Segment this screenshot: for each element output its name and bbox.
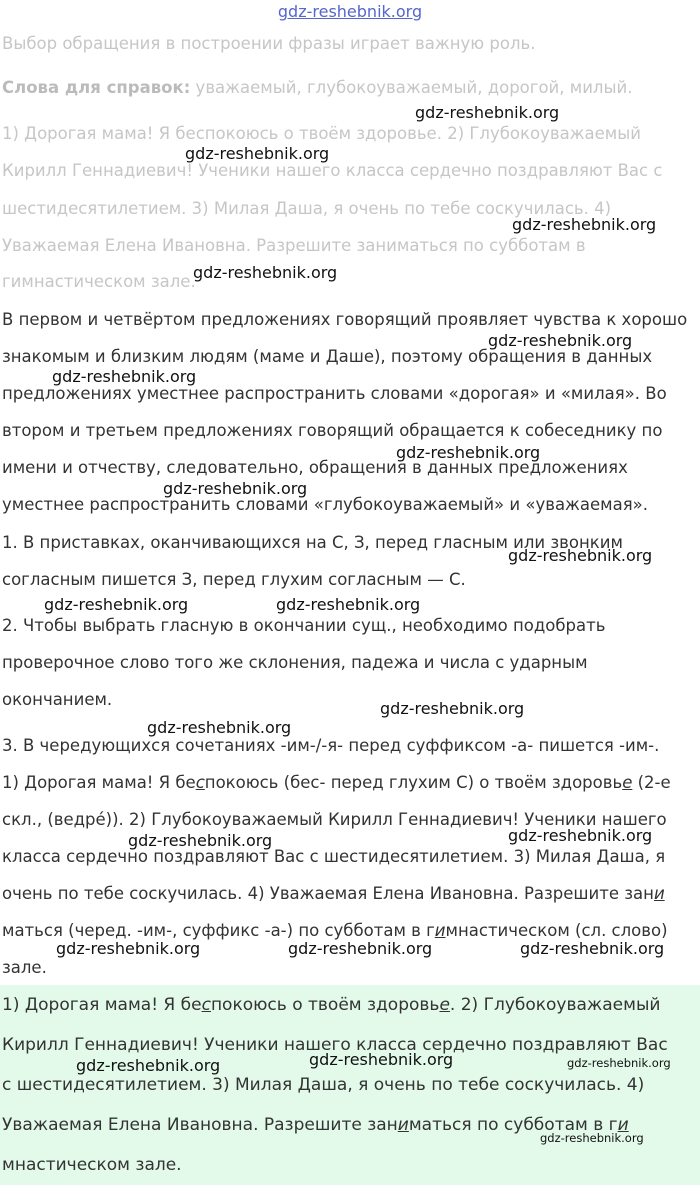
solution-line (2, 921, 668, 940)
underlined-letter: с (195, 773, 205, 792)
watermark: gdz-reshebnik.org (396, 443, 541, 462)
solution-text: мнастическом (сл. слово) (445, 921, 668, 940)
watermark: gdz-reshebnik.org (520, 939, 665, 958)
solution-text: 1) Дорогая мама! Я бе (2, 773, 196, 792)
solution-line: класса сердечно поздравляют Вас с шестидесятилетием. 3) Милая Даша, я (2, 847, 666, 866)
explanation-line: уместнее распространить словами «глубокоуважаемый» и «уважаемая». (2, 495, 649, 514)
watermark: gdz-reshebnik.org (193, 263, 338, 282)
task-intro: Выбор обращения в построении фразы играет важную роль. (2, 34, 536, 53)
watermark: gdz-reshebnik.org (380, 699, 525, 718)
underlined-letter: и (653, 884, 665, 903)
solution-line (2, 773, 671, 792)
underlined-letter: с (201, 995, 211, 1015)
solution-text: очень по тебе соскучилась. 4) Уважаемая Елена Ивановна. Разрешите зан (2, 884, 654, 903)
watermark: gdz-reshebnik.org (44, 595, 189, 614)
underlined-letter: и (434, 921, 446, 940)
words-list: уважаемый, глубокоуважаемый, дорогой, милый. (190, 78, 633, 97)
watermark: gdz-reshebnik.org (488, 331, 633, 350)
watermark: gdz-reshebnik.org (52, 367, 197, 386)
solution-text: маться (черед. -им-, суффикс -а-) по субботам в г (2, 921, 435, 940)
explanation-line: предложениях уместнее распространить словами «дорогая» и «милая». Во (2, 384, 667, 403)
explanation-line: В первом и четвёртом предложениях говорящий проявляет чувства к хорошо (2, 310, 688, 329)
words-label: Слова для справок: (2, 78, 191, 97)
rule-line: проверочное слово того же склонения, падежа и числа с ударным (2, 653, 588, 672)
watermark: gdz-reshebnik.org (185, 144, 330, 163)
task-line: 1) Дорогая мама! Я беспокоюсь о твоём здоровье. 2) Глубокоуважаемый (2, 124, 642, 143)
final-line (2, 1115, 629, 1135)
underlined-letter: е (439, 995, 450, 1015)
watermark: gdz-reshebnik.org (540, 1131, 644, 1145)
final-text: покоюсь о твоём здоровь (210, 995, 440, 1015)
watermark: gdz-reshebnik.org (309, 1050, 454, 1069)
watermark: gdz-reshebnik.org (56, 939, 201, 958)
task-words (2, 78, 632, 97)
final-line: мнастическом зале. (2, 1155, 182, 1175)
rule-line: 3. В чередующихся сочетаниях -им-/-я- перед суффиксом -а- пишется -им-. (2, 736, 660, 755)
solution-text: покоюсь (бес- перед глухим С) о твоём здоровь (204, 773, 623, 792)
rule-line: 2. Чтобы выбрать гласную в окончании сущ., необходимо подобрать (2, 616, 606, 635)
final-line (2, 995, 660, 1015)
underlined-letter: е (622, 773, 633, 792)
solution-line (2, 884, 665, 903)
rule-line: окончанием. (2, 690, 113, 709)
final-text: 1) Дорогая мама! Я бе (2, 995, 202, 1015)
site-link[interactable]: gdz-reshebnik.org (277, 2, 423, 21)
final-text: маться по субботам в г (408, 1115, 618, 1135)
task-line: Уважаемая Елена Ивановна. Разрешите заниматься по субботам в (2, 236, 586, 255)
final-text: . 2) Глубокоуважаемый (449, 995, 661, 1015)
watermark: gdz-reshebnik.org (276, 595, 421, 614)
watermark: gdz-reshebnik.org (512, 215, 657, 234)
watermark: gdz-reshebnik.org (508, 826, 653, 845)
rule-line: согласным пишется З, перед глухим согласным — С. (2, 570, 466, 589)
solution-line: зале. (2, 958, 47, 977)
watermark: gdz-reshebnik.org (508, 546, 653, 565)
final-text: Уважаемая Елена Ивановна. Разрешите зан (2, 1115, 398, 1135)
site-header (0, 0, 700, 24)
task-line: шестидесятилетием. 3) Милая Даша, я очень по тебе соскучилась. 4) (2, 199, 612, 218)
watermark: gdz-reshebnik.org (415, 103, 560, 122)
explanation-line: втором и третьем предложениях говорящий обращается к собеседнику по (2, 421, 663, 440)
rule-line: 1. В приставках, оканчивающихся на С, З, перед гласным или звонким (2, 533, 623, 552)
underlined-letter: и (397, 1115, 409, 1135)
watermark: gdz-reshebnik.org (288, 939, 433, 958)
solution-text: (2-е (632, 773, 671, 792)
final-line: с шестидесятилетием. 3) Милая Даша, я очень по тебе соскучилась. 4) (2, 1075, 645, 1095)
watermark: gdz-reshebnik.org (163, 479, 308, 498)
explanation-line: знакомым и близким людям (маме и Даше), поэтому обращения в данных (2, 347, 653, 366)
watermark: gdz-reshebnik.org (567, 1056, 671, 1070)
solution-line: скл., (ведрé)). 2) Глубокоуважаемый Кирилл Геннадиевич! Ученики нашего (2, 810, 667, 829)
explanation-line: имени и отчеству, следовательно, обращения в данных предложениях (2, 458, 628, 477)
watermark: gdz-reshebnik.org (128, 831, 273, 850)
underlined-letter: и (617, 1115, 629, 1135)
task-line: Кирилл Геннадиевич! Ученики нашего класса сердечно поздравляют Вас с (2, 161, 663, 180)
task-line: гимнастическом зале. (2, 272, 196, 291)
final-answer-box (0, 985, 700, 1185)
watermark: gdz-reshebnik.org (147, 718, 292, 737)
final-line: Кирилл Геннадиевич! Ученики нашего класса сердечно поздравляют Вас (2, 1035, 668, 1055)
watermark: gdz-reshebnik.org (76, 1056, 221, 1075)
